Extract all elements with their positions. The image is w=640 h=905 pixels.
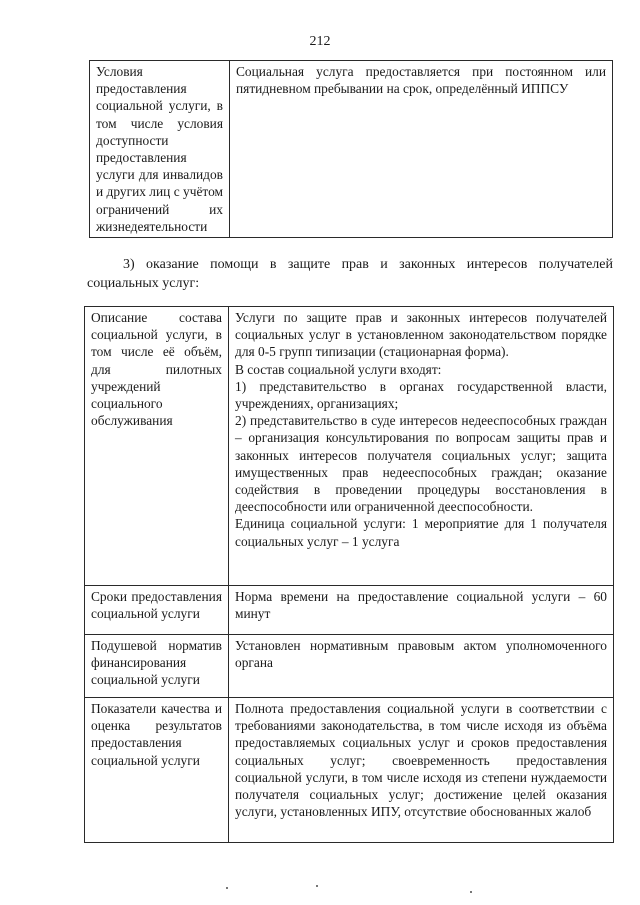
- description-label: Описание состава социальной услуги, в том числе её объём, для пилотных учреждений социального обслуживания: [85, 307, 229, 586]
- financing-label: Подушевой норматив финансирования социальной услуги: [85, 635, 229, 698]
- description-paragraph: Единица социальной услуги: 1 мероприятие для 1 получателя социальных услуг – 1 услуга: [235, 516, 607, 549]
- table-row: [85, 586, 614, 635]
- description-value: [229, 307, 614, 586]
- scan-dot: [226, 887, 228, 889]
- scan-dot: [316, 885, 318, 887]
- section-intro: 3) оказание помощи в защите прав и законных интересов получателей социальных услуг:: [87, 257, 613, 291]
- conditions-value: Социальная услуга предоставляется при постоянном или пятидневном пребывании на срок, определённый ИППСУ: [230, 61, 613, 238]
- scan-dot: [470, 891, 472, 893]
- description-paragraph: Услуги по защите прав и законных интересов получателей социальных услуг в установленном законодательством порядке для 0-5 групп типизации (стационарная форма).: [235, 310, 607, 360]
- table-row: [90, 61, 613, 238]
- page-number: 212: [309, 34, 331, 49]
- quality-label: Показатели качества и оценка результатов предоставления социальной услуги: [85, 698, 229, 843]
- terms-label: Сроки предоставления социальной услуги: [85, 586, 229, 635]
- conditions-label: Условия предоставления социальной услуги, в том числе условия доступности предоставления услуги для инвалидов и других лиц с учётом ограничений их жизнедеятельности: [90, 61, 230, 238]
- legal-assistance-table: [84, 306, 614, 843]
- description-paragraph: 2) представительство в суде интересов недееспособных граждан – организация консультирования по вопросам защиты прав и законных интересов получателя социальных услуг; защита имущественных прав недееспособных граждан; оказание содействия в проведении процедуры восстановления в дееспособности или ограниченной дееспособности.: [235, 413, 607, 515]
- financing-value: Установлен нормативным правовым актом уполномоченного органа: [229, 635, 614, 698]
- terms-value: Норма времени на предоставление социальной услуги – 60 минут: [229, 586, 614, 635]
- description-paragraph: В состав социальной услуги входят:: [235, 361, 442, 377]
- service-conditions-table: [89, 60, 613, 238]
- table-row: [85, 307, 614, 586]
- table-row: [85, 698, 614, 843]
- table-row: [85, 635, 614, 698]
- quality-value: Полнота предоставления социальной услуги в соответствии с требованиями законодательства, в том числе исходя из объёма предоставляемых социальных услуг и сроков предоставления социальных услуг; своевременность предоставления социальной услуги, в том числе исходя из степени нуждаемости получателя социальных услуг; достижение целей оказания услуги, установленных ИПУ, отсутствие обоснованных жалоб: [229, 698, 614, 843]
- description-paragraph: 1) представительство в органах государственной власти, учреждениях, организациях;: [235, 378, 607, 412]
